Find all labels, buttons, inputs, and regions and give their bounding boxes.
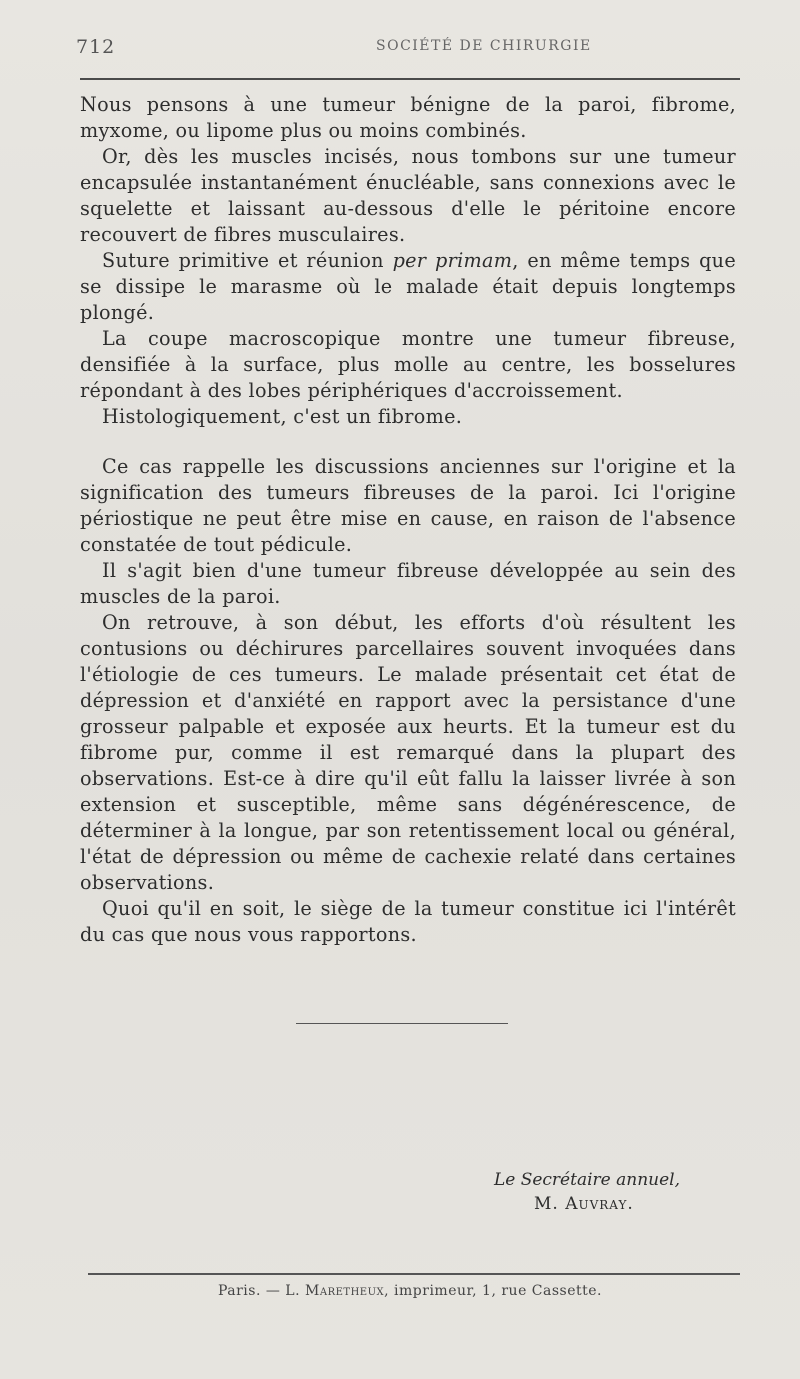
paragraph-8: On retrouve, à son début, les efforts d'où résultent les contusions ou déchirures parcellaires souvent invoquées dans l'étiologie de ces tumeurs. Le malade présentait cet état de dépression et d'anxiété en rapport avec la persistance d'une grosseur palpable et exposée aux heurts. Et la tumeur est du fibrome pur, comme il est remarqué dans la plupart des observations. Est-ce à dire qu'il eût fallu la laisser livrée à son extension et susceptible, même sans dégénérescence, de déterminer à la longue, par son retentissement local ou général, l'état de dépression ou même de cachexie relaté dans certaines observations. [80,611,736,894]
footer-rule [88,1273,740,1275]
header-rule [80,78,740,80]
paragraph-2: Or, dès les muscles incisés, nous tombons sur une tumeur encapsulée instantanément énucléable, sans connexions avec le squelette et laissant au-dessous d'elle le péritoine encore recouvert de fibres musculaires. [80,145,736,246]
imprint-text-b: , imprimeur, 1, rue Cassette. [384,1283,603,1299]
paragraph-9: Quoi qu'il en soit, le siège de la tumeur constitue ici l'intérêt du cas que nous vous rapportons. [80,897,736,946]
paragraph-5: Histologiquement, c'est un fibrome. [102,405,463,428]
paragraph-3-text-b: , en même temps que se dissipe le marasme où le malade était depuis longtemps plongé. [80,249,736,324]
running-head: SOCIÉTÉ DE CHIRURGIE [376,38,592,54]
page-header [76,36,736,64]
signature-block [440,1168,700,1216]
paragraph-3 [80,248,736,326]
signature-role: Le Secrétaire annuel, [493,1170,680,1190]
paragraph-7: Il s'agit bien d'une tumeur fibreuse développée au sein des muscles de la paroi. [80,559,736,608]
paragraph-1: Nous pensons à une tumeur bénigne de la paroi, fibrome, myxome, ou lipome plus ou moins combinés. [80,93,736,142]
paragraph-4: La coupe macroscopique montre une tumeur fibreuse, densifiée à la surface, plus molle au centre, les bosselures répondant à des lobes périphériques d'accroissement. [80,327,736,402]
latin-phrase: per primam [392,249,513,272]
page-number: 712 [76,36,116,58]
separator-rule [296,1023,508,1024]
printer-imprint [160,1283,660,1299]
paragraph-6: Ce cas rappelle les discussions anciennes sur l'origine et la signification des tumeurs fibreuses de la paroi. Ici l'origine périostique ne peut être mise en cause, en raison de l'absence constatée de tout pédicule. [80,455,736,556]
paragraph-3-text-a: Suture primitive et réunion [102,249,393,272]
imprint-printer-name: Maretheux [305,1283,385,1299]
body-text [80,92,736,948]
signature-name: M. Auvray. [534,1194,634,1214]
imprint-text-a: Paris. — L. [217,1283,306,1299]
